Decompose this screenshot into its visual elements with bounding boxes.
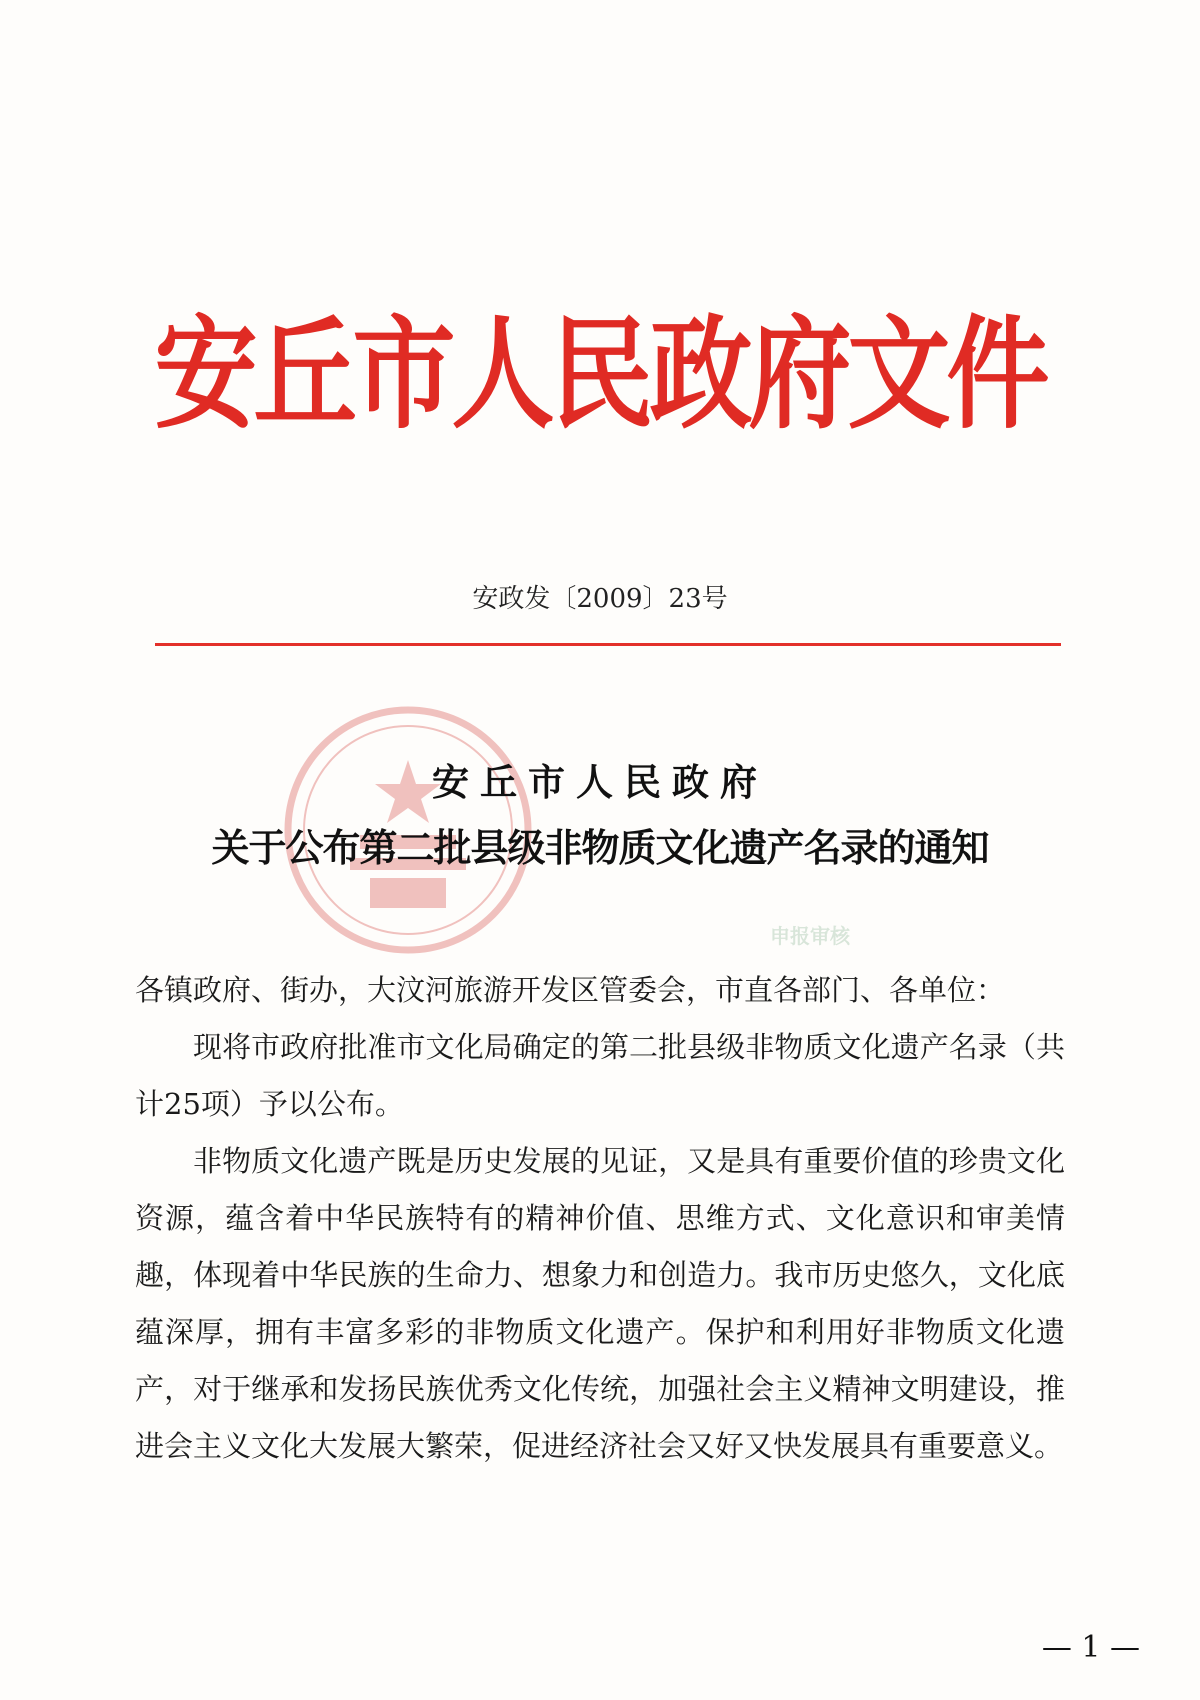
notice-body [135,962,1065,1475]
paragraph-1: 现将市政府批准市文化局确定的第二批县级非物质文化遗产名录（共计25项）予以公布。 [135,1030,1065,1121]
document-number: 安政发〔2009〕23号 [472,584,728,614]
addressee: 各镇政府、街办，大汶河旅游开发区管委会，市直各部门、各单位： [135,973,1006,1007]
faint-stamp-text: 申报审核 [770,924,850,948]
notice-title-line-2: 关于公布第二批县级非物质文化遗产名录的通知 [211,825,989,870]
masthead-title: 安丘市人民政府文件 [154,304,1046,446]
paragraph-2: 非物质文化遗产既是历史发展的见证，又是具有重要价值的珍贵文化资源，蕴含着中华民族特有的精神价值、思维方式、文化意识和审美情趣，体现着中华民族的生命力、想象力和创造力。我市历史悠久，文化底蕴深厚，拥有丰富多彩的非物质文化遗产。保护和利用好非物质文化遗产，对于继承和发扬民族优秀文化传统，加强社会主义精神文明建设，推进会主义文化大发展大繁荣，促进经济社会又好又快发展具有重要意义。 [135,1144,1065,1463]
red-divider-line [155,643,1061,646]
page-number: — 1 — [1041,1630,1140,1665]
notice-title-line-1: 安丘市人民政府 [432,760,768,804]
